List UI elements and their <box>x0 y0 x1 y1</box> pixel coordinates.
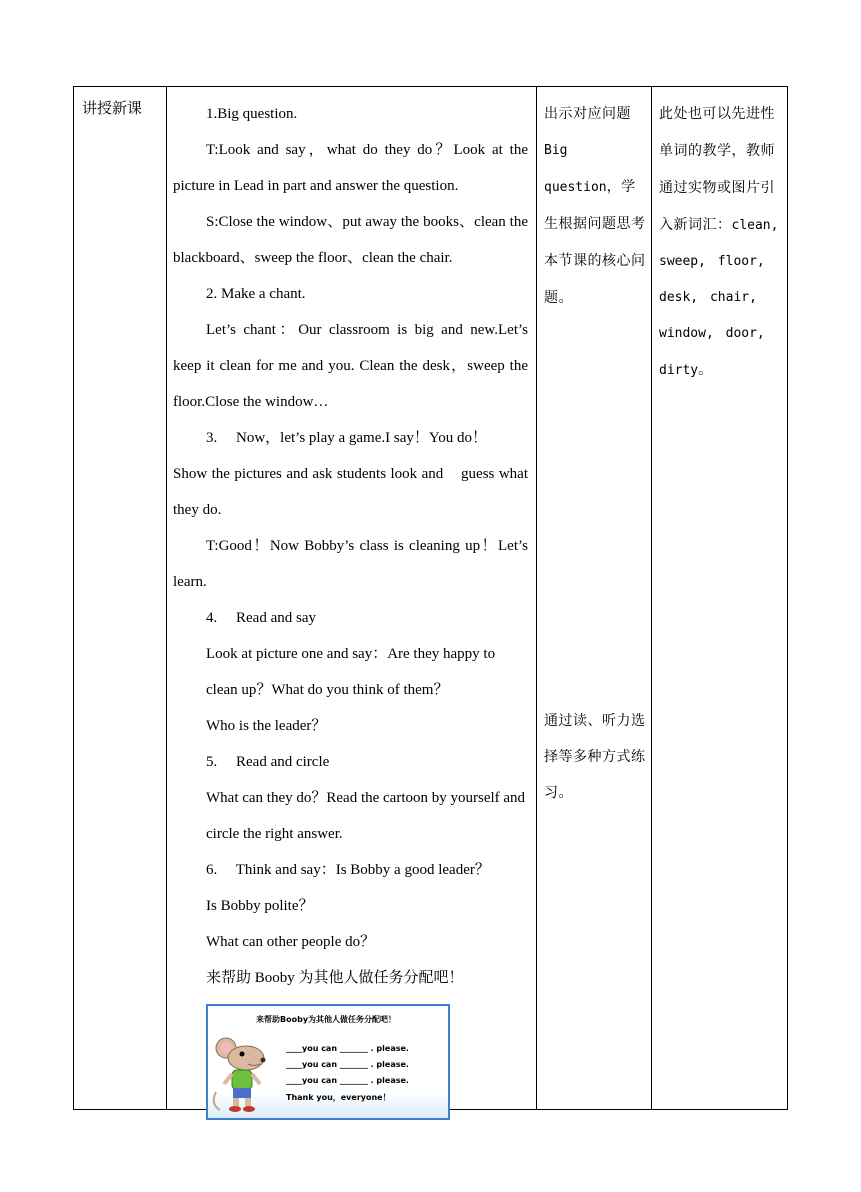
sentence-frame: ____you can _______ . please. <box>286 1044 409 1053</box>
section-label: 讲授新课 <box>82 99 143 117</box>
step-5-title: 5. Read and circle <box>206 754 330 770</box>
picture-sentence-frames <box>286 1044 409 1108</box>
step-6-polite-question: Is Bobby polite？ <box>206 898 314 914</box>
step-2-title: 2. Make a chant. <box>206 286 306 302</box>
intent-note-1 <box>544 96 647 317</box>
picture-title: 来帮助Booby为其他人做任务分配吧！ <box>256 1015 397 1024</box>
step-3-title: 3. Now，let’s play a game.I say！You do！ <box>206 430 487 446</box>
remark-cell <box>651 87 787 1109</box>
step-3-teacher: T:Good！Now Bobby’s class is cleaning up！Let’s learn. <box>173 538 528 590</box>
lesson-table <box>73 86 788 1110</box>
design-intent-cell <box>536 87 651 1109</box>
step-1-teacher: T:Look and say，what do they do？Look at the picture in Lead in part and answer the question. <box>173 142 528 194</box>
step-1-title: 1.Big question. <box>206 106 298 122</box>
step-4-title: 4. Read and say <box>206 610 316 626</box>
step-4-leader-question: Who is the leader？ <box>206 718 327 734</box>
sentence-frame: ____you can _______ . please. <box>286 1076 409 1085</box>
procedure-cell <box>166 87 536 1109</box>
intent-note-1-term: Big question <box>544 143 607 195</box>
step-5-question: What can they do？Read the cartoon by yourself and circle the right answer. <box>206 790 526 842</box>
remark-vocabulary: clean, sweep, floor, desk, chair, window, door, dirty <box>659 218 779 378</box>
remark-end: 。 <box>698 362 713 378</box>
sentence-frame: ____you can _______ . please. <box>286 1060 409 1069</box>
bobby-mouse-illustration <box>212 1034 272 1114</box>
step-6-title: 6. Think and say：Is Bobby a good leader？ <box>206 862 490 878</box>
step-4-question: Look at picture one and say：Are they happy to clean up？What do you think of them？ <box>206 646 496 698</box>
step-3-detail: Show the pictures and ask students look and guess what they do. <box>173 466 528 518</box>
section-label-cell <box>74 87 166 1109</box>
step-6-task: 来帮助 Booby 为其他人做任务分配吧！ <box>206 970 464 986</box>
intent-note-2: 通过读、听力选择等多种方式练习。 <box>544 713 646 801</box>
intent-note-1-text-a: 出示对应问题 <box>544 106 631 122</box>
intent-note-1-text-b: ，学生根据问题思考本节课的核心问题。 <box>544 179 646 306</box>
step-1-students: S:Close the window、put away the books、clean the blackboard、sweep the floor、clean the chair. <box>173 214 528 266</box>
thanks-line: Thank you，everyone！ <box>286 1093 391 1102</box>
step-6-others-question: What can other people do？ <box>206 934 376 950</box>
task-assignment-picture <box>206 1004 450 1120</box>
remark-text: 此处也可以先进性单词的教学，教师通过实物或图片引入新词汇： <box>659 106 775 233</box>
step-2-chant: Let’s chant：Our classroom is big and new.Let’s keep it clean for me and you. Clean the desk，sweep the floor.Close the window… <box>173 322 528 410</box>
